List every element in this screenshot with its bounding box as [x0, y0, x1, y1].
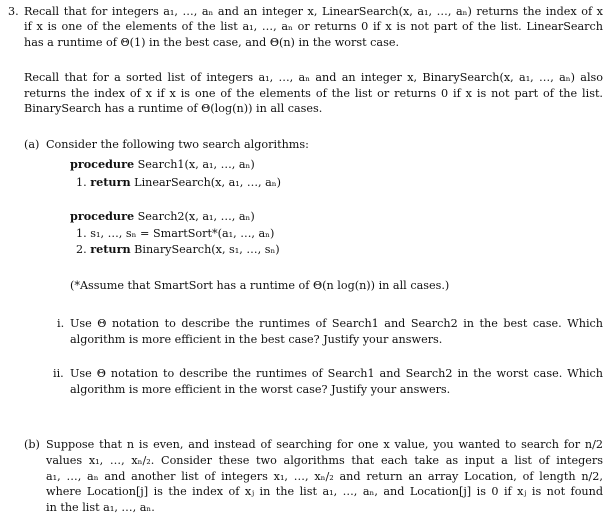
- text-line: a₁, …, aₙ and another list of integers x₁, …, xₙ/₂ and return an array Location, of length n/2,: [46, 470, 603, 483]
- procedure-signature: Search2(x, a₁, …, aₙ): [137, 210, 255, 223]
- procedure-step: [76, 175, 281, 190]
- step-text: s₁, …, sₙ = SmartSort*(a₁, …, aₙ): [90, 227, 275, 240]
- procedure-header: [70, 209, 255, 224]
- part-b-label: (b): [24, 438, 40, 451]
- text-line: returns the index of x if x is one of the elements of the list or returns 0 if x is not part of the list.: [24, 87, 603, 100]
- part-a-label: (a): [24, 138, 40, 151]
- text-line: in the list a₁, …, aₙ.: [46, 501, 155, 514]
- subquestion-label: ii.: [53, 367, 64, 380]
- text-line: Use Θ notation to describe the runtimes of Search1 and Search2 in the best case. Which: [70, 317, 603, 330]
- text-line: has a runtime of Θ(1) in the best case, and Θ(n) in the worst case.: [24, 36, 400, 49]
- procedure-step: [76, 226, 274, 241]
- text-line: where Location[j] is the index of xⱼ in the list a₁, …, aₙ, and Location[j] is 0 if xⱼ is not found: [46, 485, 603, 498]
- smartsort-note: (*Assume that SmartSort has a runtime of Θ(n log(n)) in all cases.): [70, 279, 450, 292]
- text-line: values x₁, …, xₙ/₂. Consider these two algorithms that each take as input a list of integers: [46, 454, 603, 467]
- problem-number: 3.: [8, 5, 19, 18]
- return-keyword: return: [90, 175, 131, 189]
- part-a-intro: Consider the following two search algorithms:: [46, 138, 309, 151]
- text-line: Recall that for a sorted list of integers a₁, …, aₙ and an integer x, BinarySearch(x, a₁, …, aₙ) also: [24, 71, 603, 84]
- text-line: algorithm is more efficient in the best case? Justify your answers.: [70, 333, 443, 346]
- text-line: Recall that for integers a₁, …, aₙ and an integer x, LinearSearch(x, a₁, …, aₙ) returns the index of x: [24, 5, 603, 18]
- text-line: Suppose that n is even, and instead of searching for one x value, you wanted to search for n/2: [46, 438, 603, 451]
- subquestion-label: i.: [57, 317, 65, 330]
- step-text: BinarySearch(x, s₁, …, sₙ): [134, 243, 280, 256]
- text-line: BinarySearch has a runtime of Θ(log(n)) in all cases.: [24, 102, 323, 115]
- step-number: 2.: [76, 243, 87, 256]
- text-line: algorithm is more efficient in the worst case? Justify your answers.: [70, 383, 451, 396]
- step-number: 1.: [76, 227, 87, 240]
- step-text: LinearSearch(x, a₁, …, aₙ): [134, 176, 282, 189]
- return-keyword: return: [90, 242, 131, 256]
- procedure-signature: Search1(x, a₁, …, aₙ): [137, 158, 255, 171]
- step-number: 1.: [76, 176, 87, 189]
- text-line: if x is one of the elements of the list a₁, …, aₙ or returns 0 if x is not part of the list. LinearSearch: [24, 20, 603, 33]
- procedure-keyword: procedure: [70, 209, 135, 223]
- procedure-keyword: procedure: [70, 157, 135, 171]
- procedure-step: [76, 242, 280, 257]
- text-line: Use Θ notation to describe the runtimes of Search1 and Search2 in the worst case. Which: [70, 367, 603, 380]
- procedure-header: [70, 157, 255, 172]
